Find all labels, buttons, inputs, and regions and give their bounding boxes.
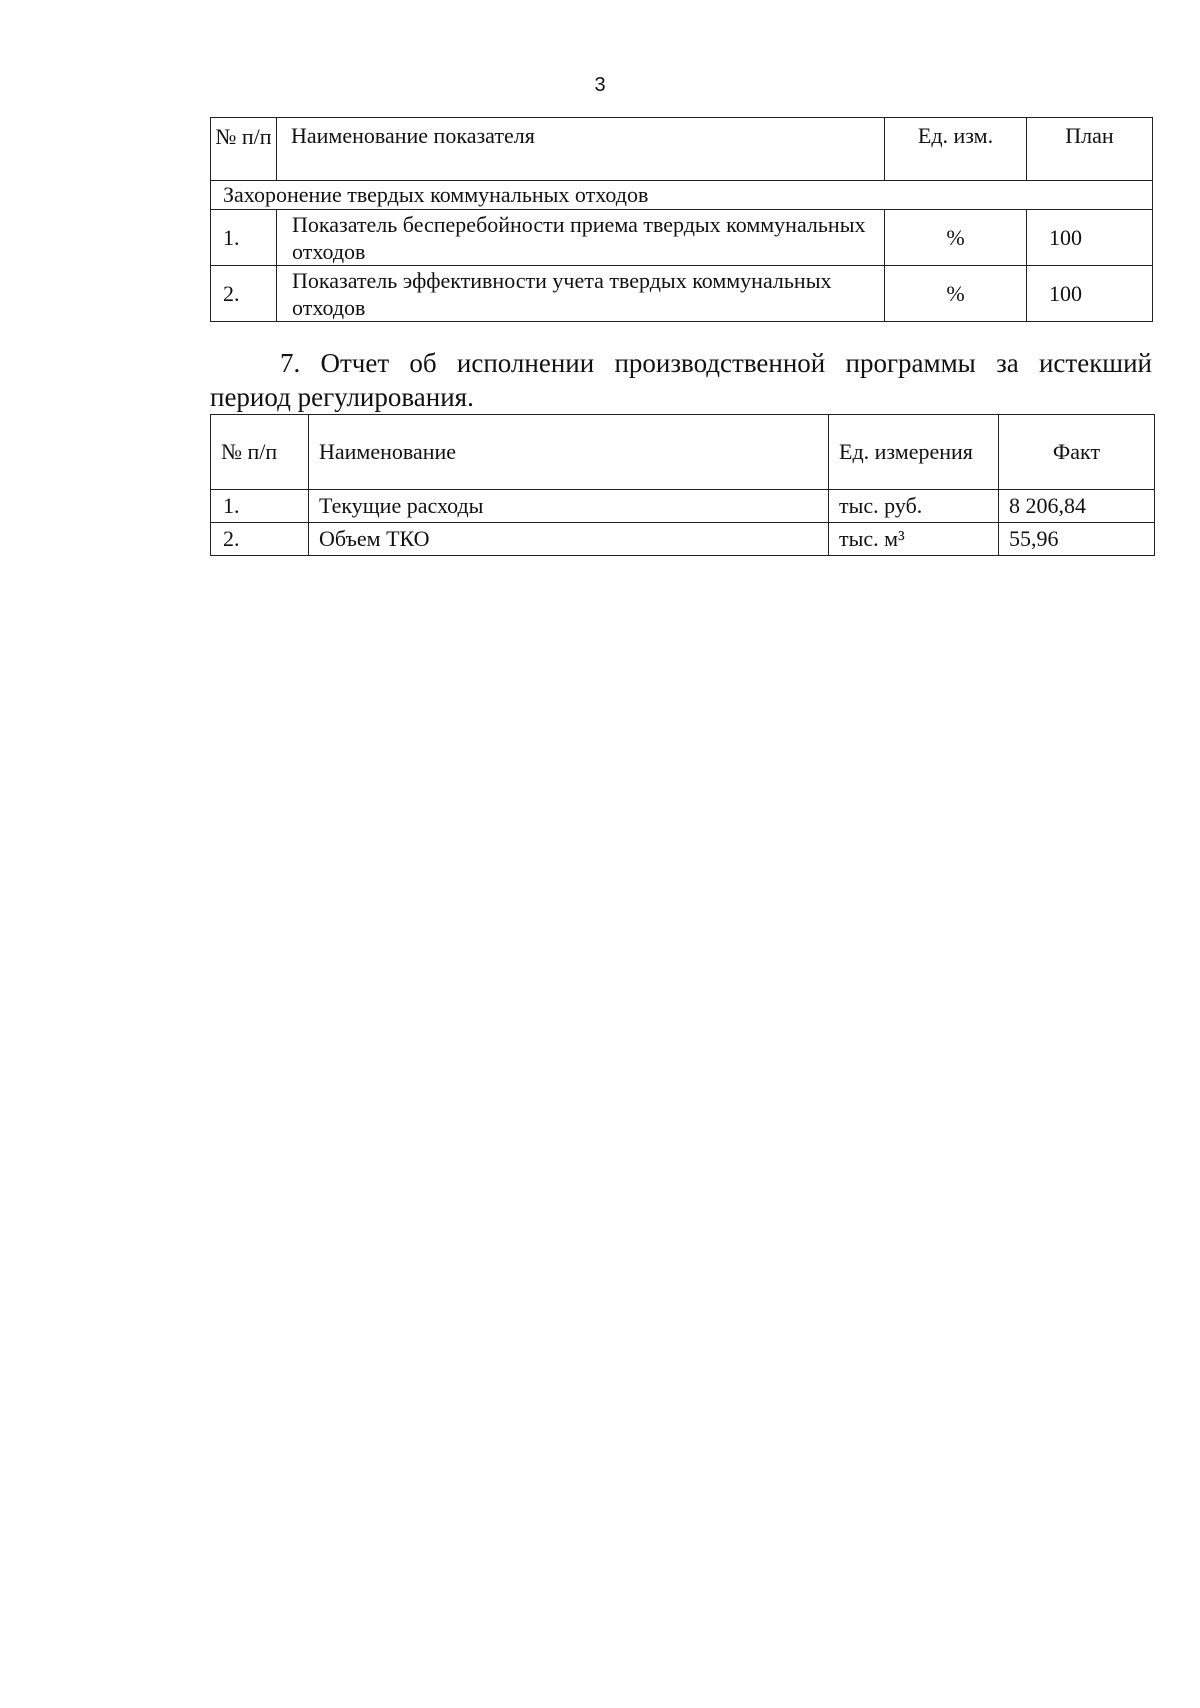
header-unit: Ед. изм. bbox=[885, 118, 1027, 181]
row-name: Текущие расходы bbox=[309, 490, 829, 523]
section-row bbox=[211, 181, 1153, 210]
table-header-row bbox=[211, 118, 1153, 181]
row-unit: % bbox=[885, 210, 1027, 266]
row-name: Объем ТКО bbox=[309, 523, 829, 556]
header-num: № п/п bbox=[211, 415, 309, 490]
header-unit: Ед. измерения bbox=[829, 415, 999, 490]
heading-line-1: 7. Отчет об исполнении производственной программы за истекший bbox=[280, 348, 1152, 378]
row-name: Показатель эффективности учета твердых коммунальных отходов bbox=[277, 266, 885, 322]
row-unit: тыс. руб. bbox=[829, 490, 999, 523]
header-plan: План bbox=[1027, 118, 1153, 181]
table-row bbox=[211, 490, 1155, 523]
row-num: 1. bbox=[211, 210, 277, 266]
row-num: 1. bbox=[211, 490, 309, 523]
report-table bbox=[210, 414, 1155, 556]
header-name: Наименование показателя bbox=[277, 118, 885, 181]
row-fact: 55,96 bbox=[999, 523, 1155, 556]
heading-line-2: период регулирования. bbox=[210, 382, 474, 412]
table-header-row bbox=[211, 415, 1155, 490]
header-fact: Факт bbox=[999, 415, 1155, 490]
row-plan: 100 bbox=[1027, 210, 1153, 266]
row-num: 2. bbox=[211, 266, 277, 322]
row-unit: тыс. м³ bbox=[829, 523, 999, 556]
table-row bbox=[211, 523, 1155, 556]
section-heading bbox=[210, 346, 1152, 414]
row-num: 2. bbox=[211, 523, 309, 556]
row-unit: % bbox=[885, 266, 1027, 322]
header-num: № п/п bbox=[211, 118, 277, 181]
section-title: Захоронение твердых коммунальных отходов bbox=[211, 181, 1153, 210]
page-number: 3 bbox=[594, 74, 606, 96]
row-name: Показатель бесперебойности приема твердых коммунальных отходов bbox=[277, 210, 885, 266]
row-fact: 8 206,84 bbox=[999, 490, 1155, 523]
indicators-table bbox=[210, 117, 1153, 322]
table-row bbox=[211, 266, 1153, 322]
row-plan: 100 bbox=[1027, 266, 1153, 322]
header-name: Наименование bbox=[309, 415, 829, 490]
table-row bbox=[211, 210, 1153, 266]
